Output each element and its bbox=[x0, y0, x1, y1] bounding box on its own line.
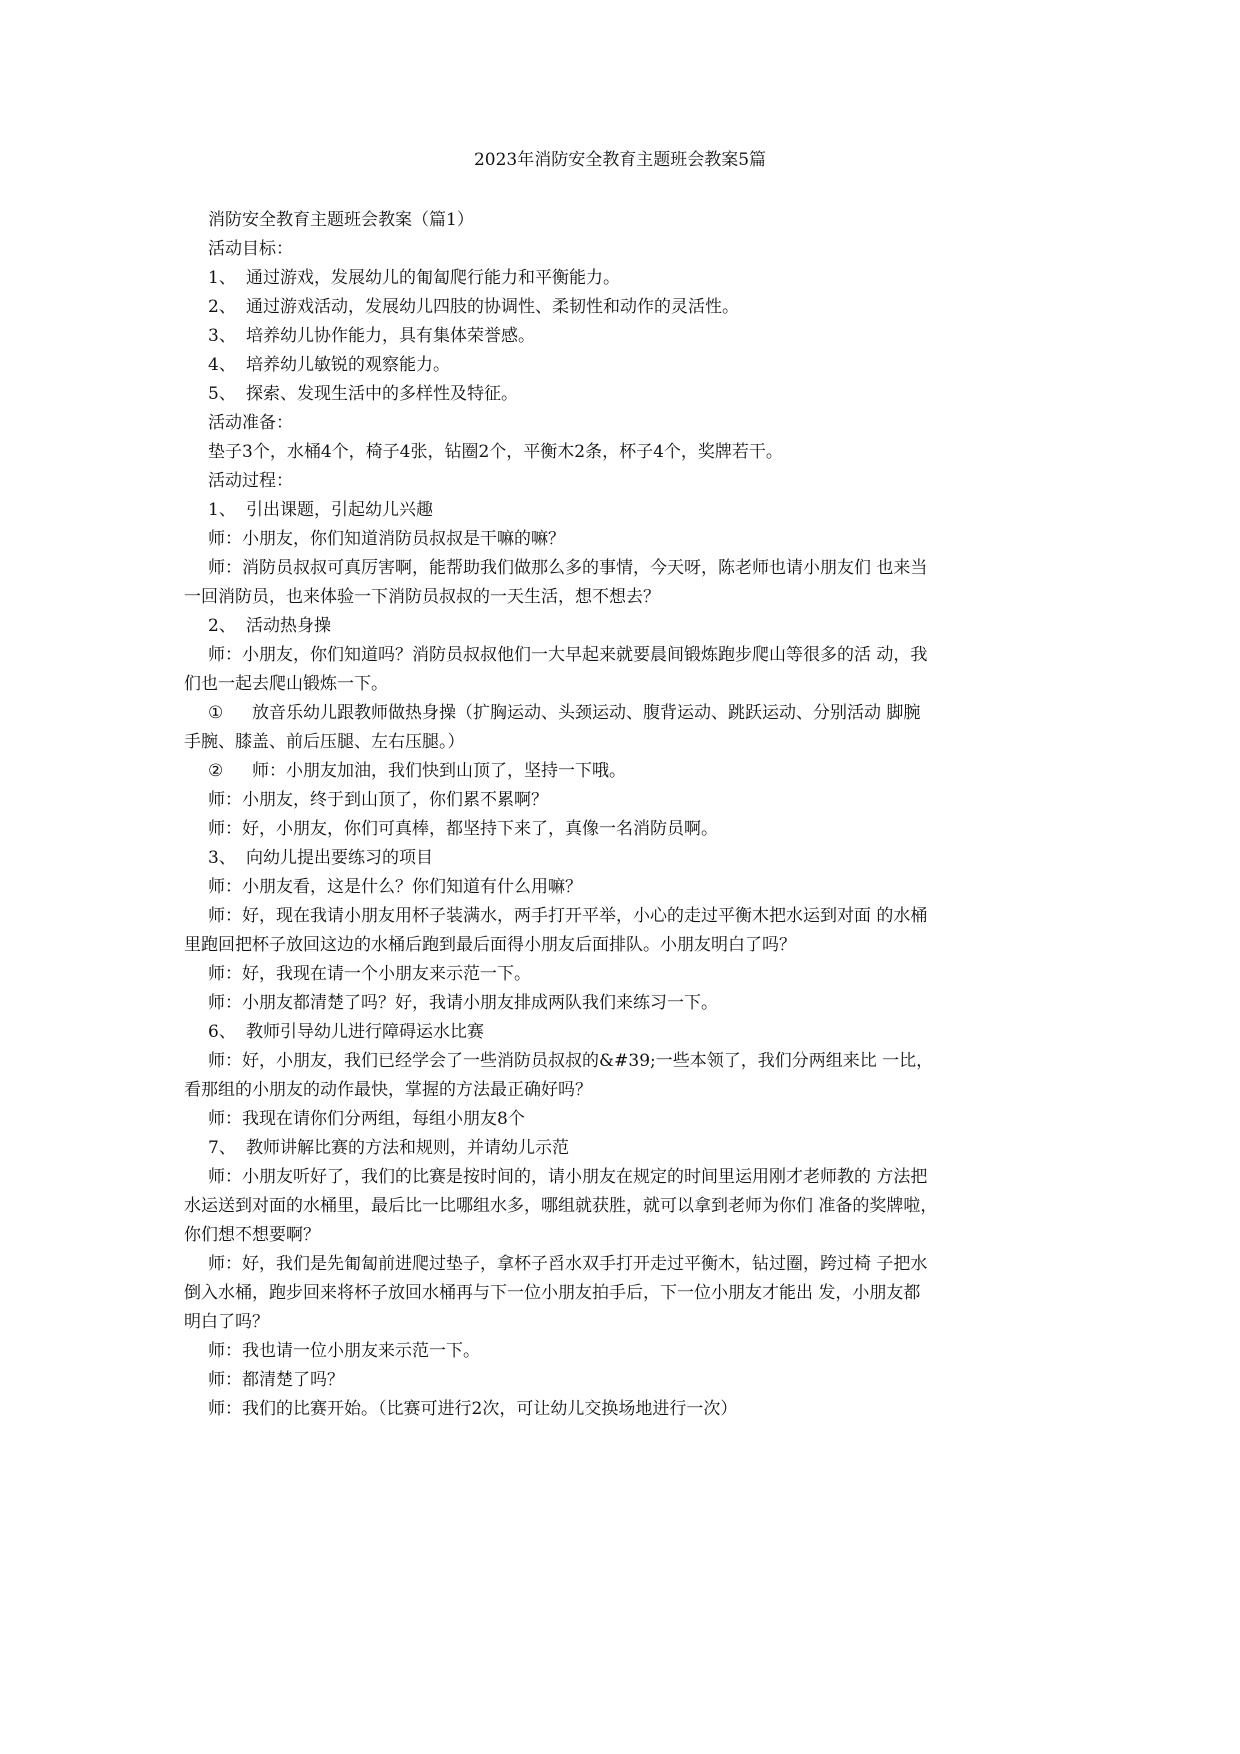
list-item bbox=[186, 757, 1050, 786]
paragraph-line bbox=[186, 409, 1050, 438]
line-text: 师：好，小朋友，我们已经学会了一些消防员叔叔的&#39;一些本领了，我们分两组来比 一比， bbox=[208, 1051, 934, 1071]
line-text: 手腕、膝盖、前后压腿、左右压腿。） bbox=[184, 732, 465, 752]
paragraph-line bbox=[186, 1395, 1050, 1424]
line-text: 培养幼儿敏锐的观察能力。 bbox=[246, 355, 450, 375]
paragraph-continuation bbox=[184, 670, 1050, 699]
paragraph-line bbox=[186, 1163, 1050, 1192]
line-text: 活动准备： bbox=[208, 413, 293, 433]
paragraph-continuation bbox=[184, 583, 1050, 612]
list-item bbox=[186, 496, 1050, 525]
line-text: 你们想不想要啊？ bbox=[184, 1225, 320, 1245]
line-text: 师：我也请一位小朋友来示范一下。 bbox=[208, 1341, 480, 1361]
line-text: 师：小朋友听好了，我们的比赛是按时间的，请小朋友在规定的时间里运用刚才老师教的 方法把 bbox=[208, 1167, 928, 1187]
line-text: 倒入水桶，跑步回来将杯子放回水桶再与下一位小朋友拍手后，下一位小朋友才能出 发，小朋友都 bbox=[184, 1283, 921, 1303]
list-marker: 6、 bbox=[208, 1022, 236, 1042]
paragraph-line bbox=[186, 873, 1050, 902]
list-item bbox=[186, 351, 1050, 380]
list-item bbox=[186, 293, 1050, 322]
line-text: 活动热身操 bbox=[246, 616, 331, 636]
list-item bbox=[186, 844, 1050, 873]
paragraph-continuation bbox=[184, 1076, 1050, 1105]
list-item bbox=[186, 1134, 1050, 1163]
line-text: 师：好，我现在请一个小朋友来示范一下。 bbox=[208, 964, 531, 984]
paragraph-line bbox=[186, 1105, 1050, 1134]
list-marker: 4、 bbox=[208, 355, 236, 375]
paragraph-line bbox=[186, 989, 1050, 1018]
line-text: 师：小朋友加油，我们快到山顶了，坚持一下哦。 bbox=[252, 761, 626, 781]
line-text: 教师讲解比赛的方法和规则，并请幼儿示范 bbox=[246, 1138, 569, 1158]
line-text: 师：我们的比赛开始。（比赛可进行2次，可让幼儿交换场地进行一次） bbox=[208, 1399, 738, 1419]
line-text: 探索、发现生活中的多样性及特征。 bbox=[246, 384, 518, 404]
list-item bbox=[186, 612, 1050, 641]
paragraph-line bbox=[186, 1047, 1050, 1076]
line-text: 消防安全教育主题班会教案（篇1） bbox=[208, 210, 474, 230]
line-text: 活动过程： bbox=[208, 471, 293, 491]
paragraph-continuation bbox=[184, 1221, 1050, 1250]
paragraph-line bbox=[186, 206, 1050, 235]
line-text: 垫子3个，水桶4个，椅子4张，钻圈2个，平衡木2条，杯子4个，奖牌若干。 bbox=[208, 442, 783, 462]
line-text: 师：小朋友看，这是什么？你们知道有什么用嘛？ bbox=[208, 877, 582, 897]
paragraph-line bbox=[186, 902, 1050, 931]
paragraph-line bbox=[186, 554, 1050, 583]
line-text: 师：小朋友，你们知道消防员叔叔是干嘛的嘛？ bbox=[208, 529, 565, 549]
line-text: 看那组的小朋友的动作最快，掌握的方法最正确好吗？ bbox=[184, 1080, 592, 1100]
list-marker: 7、 bbox=[208, 1138, 236, 1158]
line-text: 师：小朋友，终于到山顶了，你们累不累啊？ bbox=[208, 790, 548, 810]
line-text: 通过游戏，发展幼儿的匍匐爬行能力和平衡能力。 bbox=[246, 268, 620, 288]
line-text: 师：好，现在我请小朋友用杯子装满水，两手打开平举，小心的走过平衡木把水运到对面 的水桶 bbox=[208, 906, 928, 926]
list-marker: 1、 bbox=[208, 500, 236, 520]
paragraph-line bbox=[186, 786, 1050, 815]
paragraph-continuation bbox=[184, 1308, 1050, 1337]
line-text: 师：都清楚了吗？ bbox=[208, 1370, 344, 1390]
line-text: 一回消防员，也来体验一下消防员叔叔的一天生活，想不想去？ bbox=[184, 587, 660, 607]
list-item bbox=[186, 699, 1050, 728]
paragraph-line bbox=[186, 641, 1050, 670]
line-text: 师：小朋友，你们知道吗？消防员叔叔他们一大早起来就要晨间锻炼跑步爬山等很多的活 动，我 bbox=[208, 645, 928, 665]
paragraph-line bbox=[186, 525, 1050, 554]
list-item bbox=[186, 380, 1050, 409]
line-text: 引出课题，引起幼儿兴趣 bbox=[246, 500, 433, 520]
paragraph-continuation bbox=[184, 1279, 1050, 1308]
line-text: 师：小朋友都清楚了吗？好，我请小朋友排成两队我们来练习一下。 bbox=[208, 993, 718, 1013]
paragraph-line bbox=[186, 960, 1050, 989]
line-text: 里跑回把杯子放回这边的水桶后跑到最后面得小朋友后面排队。小朋友明白了吗？ bbox=[184, 935, 796, 955]
list-marker: 2、 bbox=[208, 297, 236, 317]
paragraph-line bbox=[186, 1250, 1050, 1279]
line-text: 通过游戏活动，发展幼儿四肢的协调性、柔韧性和动作的灵活性。 bbox=[246, 297, 739, 317]
line-text: 向幼儿提出要练习的项目 bbox=[246, 848, 433, 868]
list-marker: 2、 bbox=[208, 616, 236, 636]
paragraph-line bbox=[186, 467, 1050, 496]
paragraph-line bbox=[186, 235, 1050, 264]
line-text: 们也一起去爬山锻炼一下。 bbox=[184, 674, 388, 694]
paragraph-continuation bbox=[184, 728, 1050, 757]
line-text: 师：消防员叔叔可真厉害啊，能帮助我们做那么多的事情，今天呀，陈老师也请小朋友们 也来当 bbox=[208, 558, 928, 578]
list-marker: 5、 bbox=[208, 384, 236, 404]
line-text: 放音乐幼儿跟教师做热身操（扩胸运动、头颈运动、腹背运动、跳跃运动、分别活动 脚腕 bbox=[252, 703, 921, 723]
list-marker: ① bbox=[208, 703, 224, 723]
line-text: 明白了吗？ bbox=[184, 1312, 269, 1332]
list-marker: ② bbox=[208, 761, 224, 781]
list-item bbox=[186, 322, 1050, 351]
list-item bbox=[186, 264, 1050, 293]
list-marker: 3、 bbox=[208, 326, 236, 346]
paragraph-line bbox=[186, 438, 1050, 467]
list-marker: 1、 bbox=[208, 268, 236, 288]
line-text: 教师引导幼儿进行障碍运水比赛 bbox=[246, 1022, 484, 1042]
paragraph-line bbox=[186, 1366, 1050, 1395]
document-body bbox=[186, 206, 1050, 1424]
line-text: 师：我现在请你们分两组，每组小朋友8个 bbox=[208, 1109, 525, 1129]
paragraph-continuation bbox=[184, 1192, 1050, 1221]
list-marker: 3、 bbox=[208, 848, 236, 868]
line-text: 水运送到对面的水桶里，最后比一比哪组水多，哪组就获胜，就可以拿到老师为你们 准备的奖牌啦， bbox=[184, 1196, 938, 1216]
line-text: 师：好，我们是先匍匐前进爬过垫子，拿杯子舀水双手打开走过平衡木，钻过圈，跨过椅 子把水 bbox=[208, 1254, 928, 1274]
paragraph-line bbox=[186, 1337, 1050, 1366]
document-title: 2023年消防安全教育主题班会教案5篇 bbox=[473, 150, 767, 170]
paragraph-line bbox=[186, 815, 1050, 844]
line-text: 培养幼儿协作能力，具有集体荣誉感。 bbox=[246, 326, 535, 346]
line-text: 师：好，小朋友，你们可真棒，都坚持下来了，真像一名消防员啊。 bbox=[208, 819, 718, 839]
line-text: 活动目标： bbox=[208, 239, 293, 259]
list-item bbox=[186, 1018, 1050, 1047]
paragraph-continuation bbox=[184, 931, 1050, 960]
